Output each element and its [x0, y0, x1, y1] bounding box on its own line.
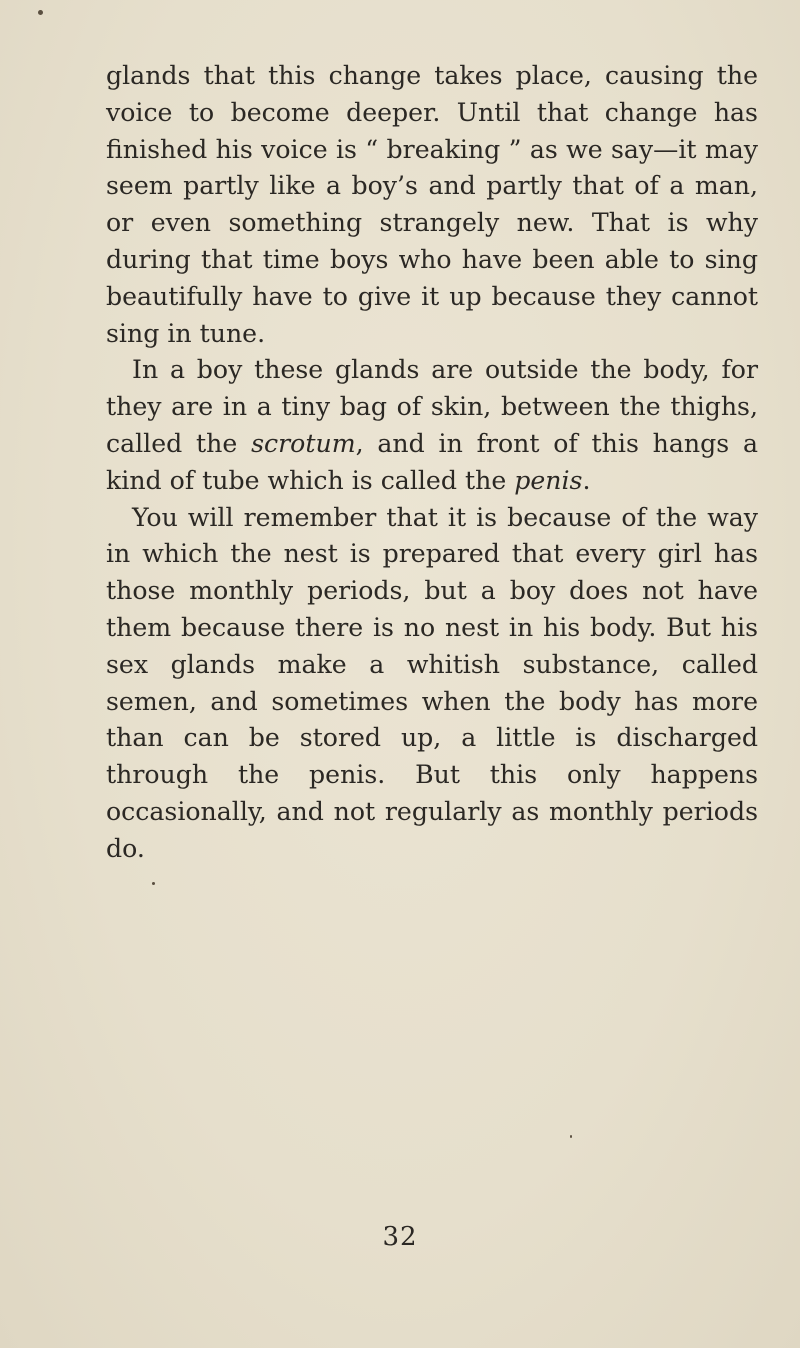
text-run: You will remember that it is because of the way in which the nest is prepared that every girl has those monthly periods, but a boy does not have them because there is no nest in his body. But his sex glands make a whitish substance, called semen, and sometimes when the body has more than can be stored up, a little is discharged through the penis. But this only happens occasionally, and not regularly as monthly periods do. — [106, 502, 758, 863]
text-run: In a boy these glands are outside the body, for they are in a tiny bag of skin, between the thighs, called the — [106, 355, 758, 458]
italic-term: scrotum — [251, 428, 356, 458]
italic-term: penis — [514, 465, 583, 495]
paper-speck — [570, 1135, 572, 1138]
paper-speck — [152, 882, 155, 885]
text-run: , and in front of this hangs a kind of tube which is called the — [106, 428, 758, 495]
paragraph-3 — [106, 500, 758, 868]
text-run: glands that this change takes place, causing the voice to become deeper. Until that change has finished his voice is “ breaking ” as we say—it may seem partly like a boy’s and partly that of a man, or even something strangely new. That is why during that time boys who have been able to sing beautifully have to give it up because they cannot sing in tune. — [106, 61, 758, 348]
paper-speck — [38, 10, 43, 15]
text-run: . — [582, 465, 591, 495]
paragraph-2 — [106, 352, 758, 499]
page-number: 32 — [382, 1222, 418, 1252]
body-text — [106, 58, 758, 868]
paragraph-1 — [106, 58, 758, 352]
